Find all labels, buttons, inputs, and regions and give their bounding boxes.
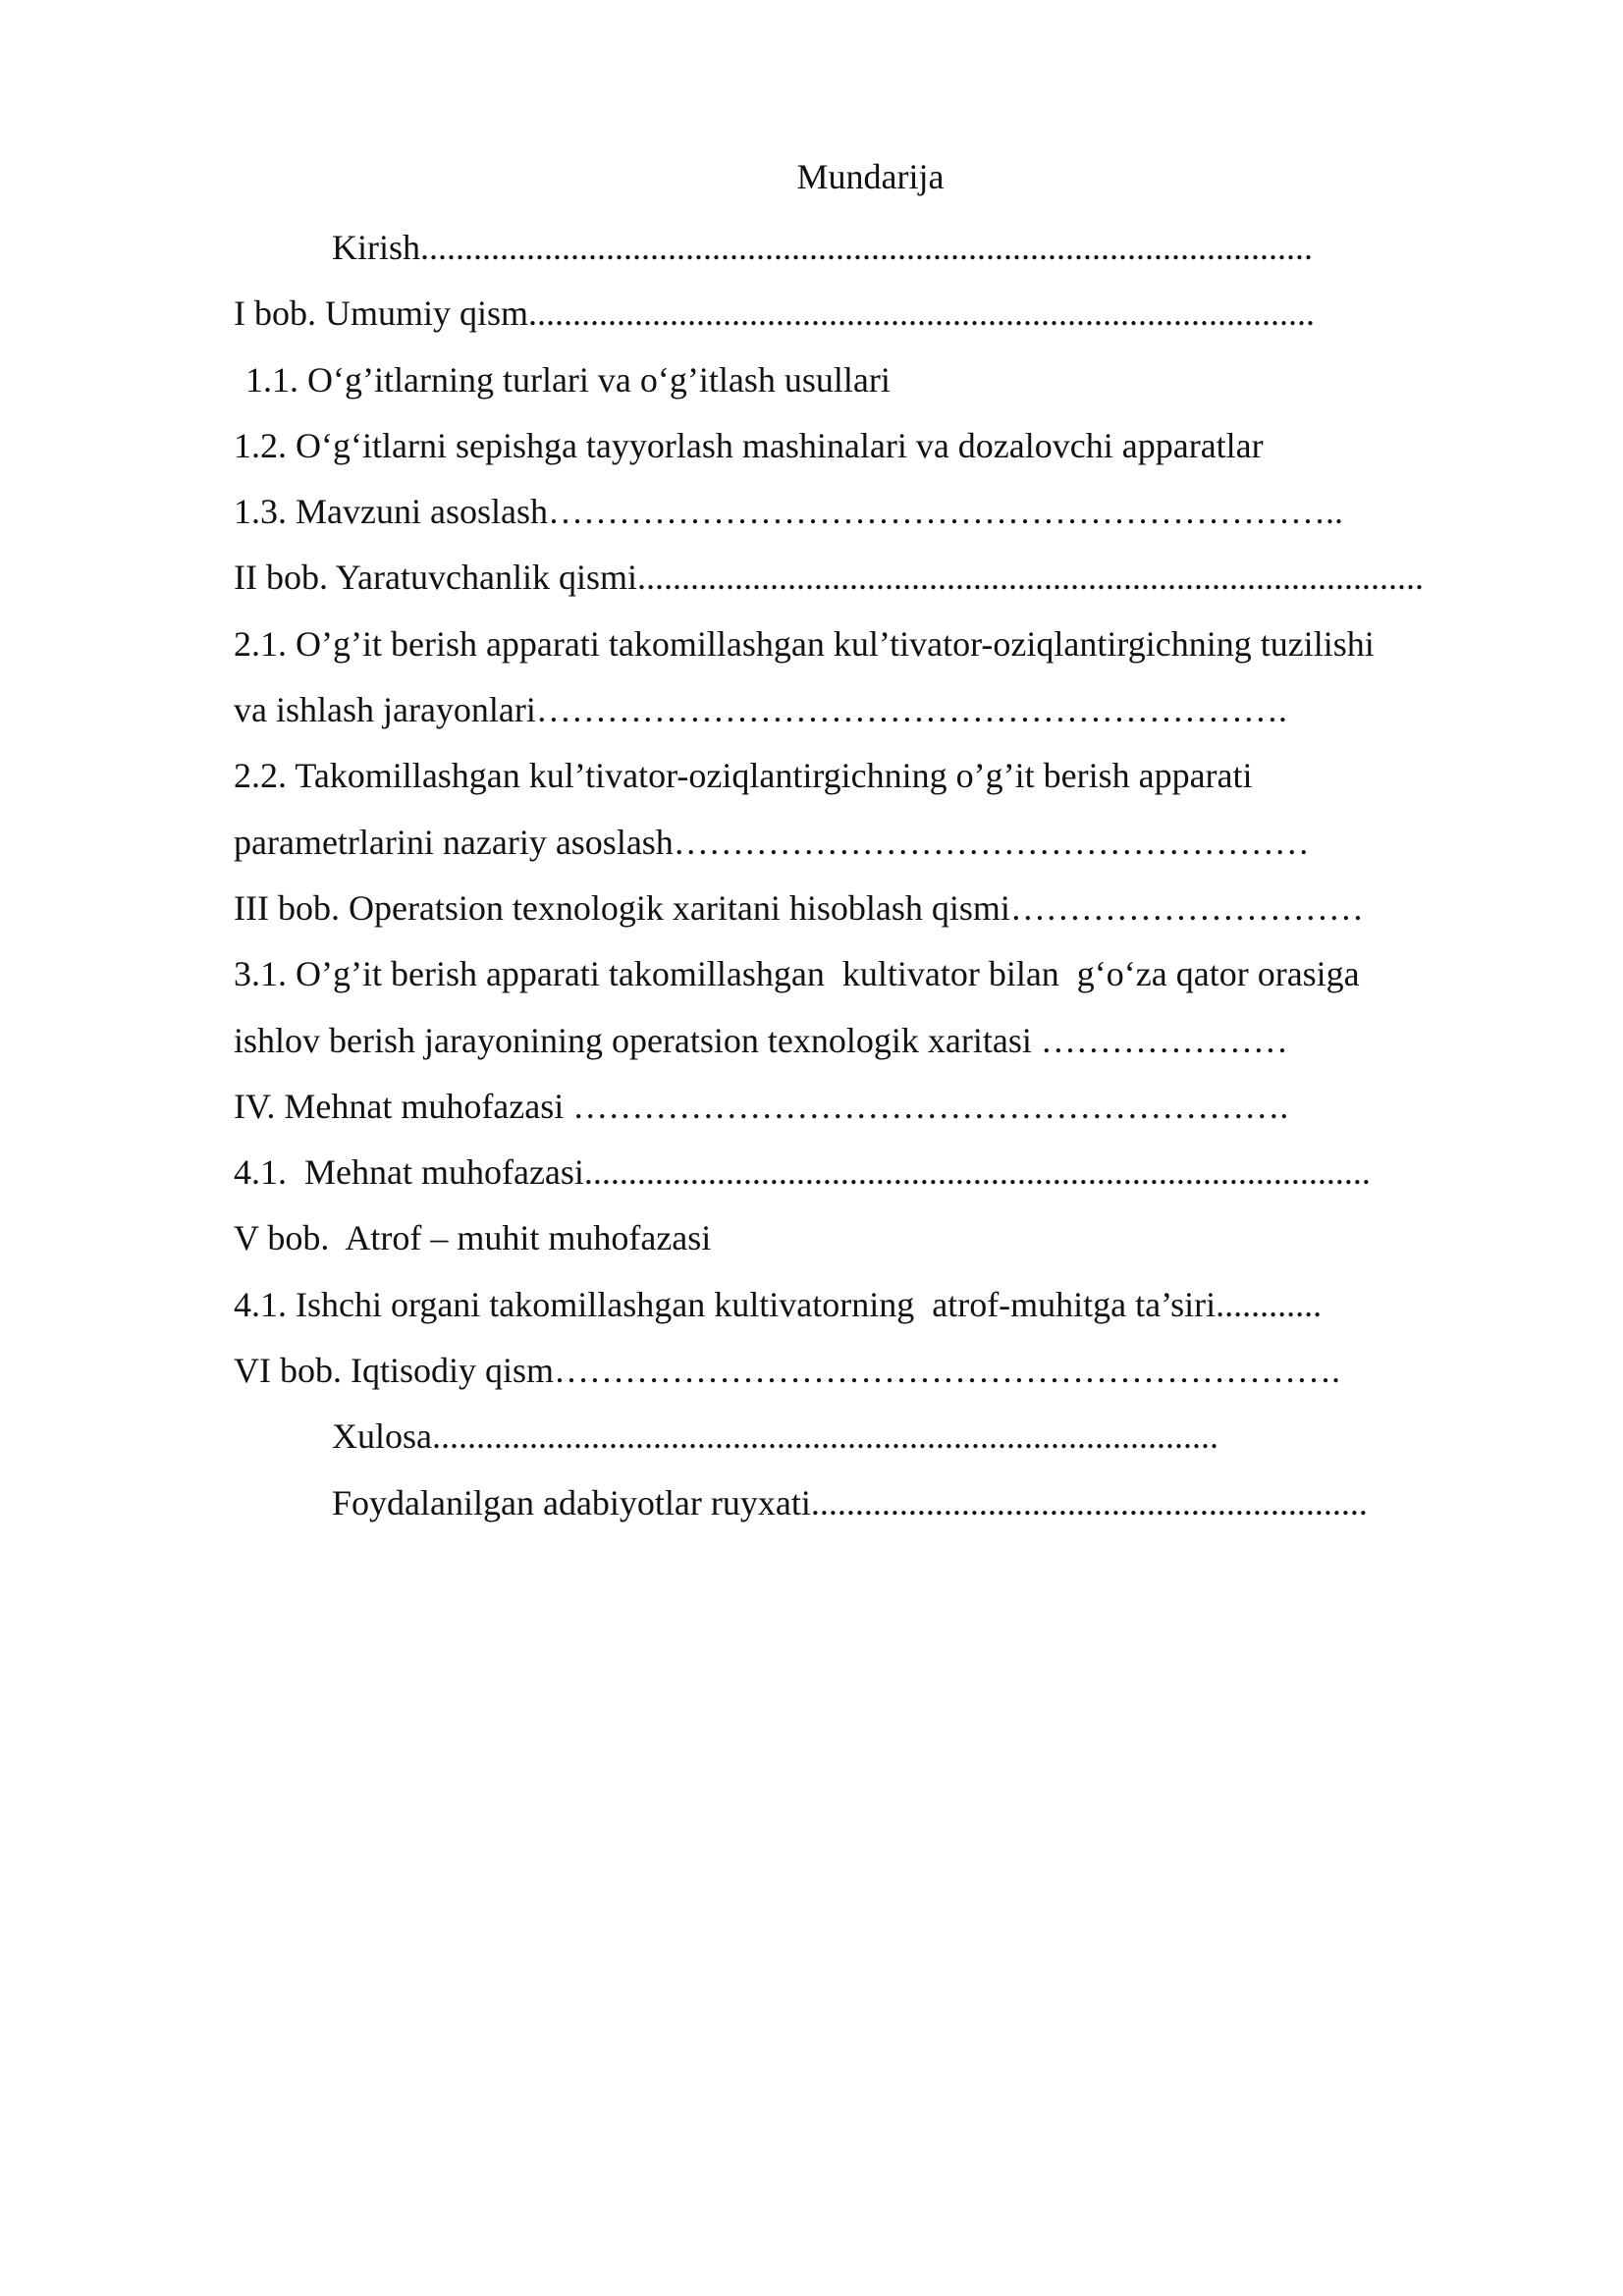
- toc-line-chapter-4: IV. Mehnat muhofazasi …………………………………………………….: [234, 1086, 1289, 1126]
- toc-line-chapter-1: I bob. Umumiy qism.........................................................................................: [234, 294, 1316, 334]
- toc-line-5-1: 4.1. Ishchi organi takomillashgan kultivatorning atrof-muhitga ta’siri............: [234, 1284, 1323, 1324]
- toc-line-chapter-2: II bob. Yaratuvchanlik qismi.........................................................................................: [234, 558, 1424, 598]
- toc-line-kirish: Kirish.....................................................................................................: [332, 228, 1313, 267]
- toc-line-2-2-cont: parametrlarini nazariy asoslash………………………………………………: [234, 822, 1310, 862]
- toc-line-chapter-3: III bob. Operatsion texnologik xaritani hisoblash qismi…………………………: [234, 887, 1364, 928]
- toc-line-references: Foydalanilgan adabiyotlar ruyxati...............................................................: [332, 1482, 1368, 1522]
- toc-line-2-1: 2.1. O’g’it berish apparati takomillashgan kul’tivator-oziqlantirgichning tuzilishi: [234, 623, 1375, 664]
- toc-line-1-1: 1.1. O‘g’itlarning turlari va o‘g’itlash usullari: [245, 359, 891, 400]
- toc-line-chapter-6: VI bob. Iqtisodiy qism………………………………………………………….: [234, 1351, 1341, 1391]
- toc-line-4-1: 4.1. Mehnat muhofazasi.........................................................................................: [234, 1152, 1371, 1193]
- toc-line-xulosa: Xulosa.........................................................................................: [332, 1416, 1218, 1457]
- toc-line-1-2: 1.2. O‘g‘itlarni sepishga tayyorlash mashinalari va dozalovchi apparatlar: [234, 425, 1264, 465]
- toc-line-2-1-cont: va ishlash jarayonlari……………………………………………………….: [234, 690, 1287, 730]
- toc-line-3-1-cont: ishlov berish jarayonining operatsion texnologik xaritasi …………………: [234, 1020, 1288, 1060]
- table-of-contents: [234, 215, 1500, 1536]
- toc-line-2-2: 2.2. Takomillashgan kul’tivator-oziqlantirgichning o’g’it berish apparati: [234, 756, 1253, 796]
- toc-line-chapter-5: V bob. Atrof – muhit muhofazasi: [234, 1218, 712, 1258]
- page-title: Mundarija: [796, 157, 945, 196]
- toc-line-1-3: 1.3. Mavzuni asoslash…………………………………………………………..: [234, 492, 1343, 532]
- toc-line-3-1: 3.1. O’g’it berish apparati takomillashgan kultivator bilan g‘o‘za qator orasiga: [234, 954, 1360, 994]
